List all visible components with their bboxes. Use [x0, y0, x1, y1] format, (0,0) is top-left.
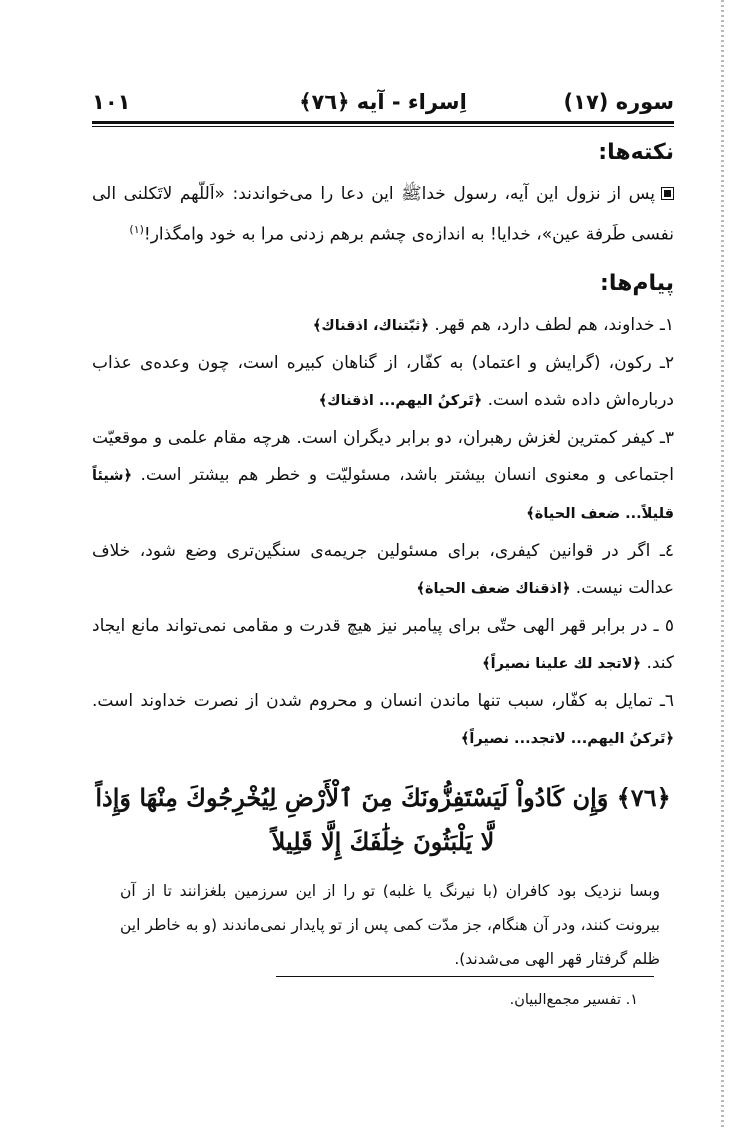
- message-item: [92, 533, 674, 608]
- notes-heading: نکته‌ها:: [598, 140, 674, 165]
- messages-heading: پیام‌ها:: [600, 270, 674, 296]
- header-rule: [92, 121, 674, 124]
- header-surah: سوره (١٧): [563, 90, 674, 114]
- message-item: [92, 420, 674, 533]
- header-rule-thin: [92, 126, 674, 127]
- message-quote: ﴿ثبّتناك، اذقناك﴾: [312, 317, 429, 334]
- message-quote: ﴿شیئاً قلیلاً... ضعف الحیاة﴾: [92, 467, 674, 522]
- note-text: پس از نزول این آیه، رسول خداﷺ این دعا را می‌خواندند: «اَللّهم لاتَکلنی الی نفسی طَرفة عین»، خدایا! به اندازه‌ی چشم برهم زدنی مرا به خود وامگذار!: [92, 184, 674, 245]
- message-text: ٦ـ تمایل به کفّار، سبب تنها ماندن انسان و محروم شدن از نصرت خداوند است.: [92, 690, 674, 711]
- message-text: ٢ـ رکون، (گرایش و اعتماد) به کفّار، از گناهان کبیره است، چون وعده‌ی عذاب درباره‌اش داده شده است.: [92, 352, 674, 410]
- message-quote: ﴿لاتجد لك علینا نصیراً﴾: [482, 655, 642, 672]
- verse-translation: وبسا نزدیک بود کافران (با نیرنگ یا غلبه) تو را از این سرزمین بلغزانند تا از آن بیرونت کنند، ودر آن هنگام، جز مدّت کمی پس از تو پایدار نمی‌ماندند (و به خاطر این ظلم گرفتار قهر الهی می‌شدند).: [120, 881, 660, 968]
- message-quote: ﴿اذقناك ضعف الحیاة﴾: [416, 580, 571, 597]
- footnote-rule: [276, 976, 654, 977]
- verse-number: ﴿٧٦﴾: [616, 782, 671, 812]
- message-item: [92, 307, 674, 345]
- header-surah-verse: اِسراء - آیه ﴿٧٦﴾: [299, 90, 467, 114]
- note-paragraph: [92, 176, 674, 253]
- message-item: [92, 608, 674, 683]
- page-content: [92, 130, 674, 976]
- message-quote: ﴿تَرکنُ الیهم... اذقناك﴾: [318, 392, 483, 409]
- message-text: ٣ـ کیفر کمترین لغزش رهبران، دو برابر دیگران است. هرچه مقام علمی و موقعیّت اجتماعی و معنوی انسان بیشتر باشد، مسئولیّت و خطر هم بیشتر است.: [92, 427, 674, 485]
- quran-verse: [92, 776, 674, 864]
- message-quote: ﴿تَرکنُ الیهم... لاتجد... نصیراً﴾: [460, 730, 674, 747]
- page-number: ١٠١: [92, 90, 131, 114]
- page-edge-decoration: [721, 0, 724, 1128]
- message-item: [92, 345, 674, 420]
- message-text: ٤ـ اگر در قوانین کیفری، برای مسئولین جریمه‌ی سنگین‌تری وضع شود، خلاف عدالت نیست.: [92, 540, 674, 598]
- page-header: [92, 84, 674, 120]
- message-text: ٥ ـ در برابر قهر الهی حتّی برای پیامبر نیز هیچ قدرت و مقامی نمی‌تواند مانع ایجاد کند.: [92, 615, 674, 673]
- square-bullet-icon: [661, 187, 674, 200]
- footnote: ١. تفسیر مجمع‌البیان.: [509, 992, 638, 1008]
- footnote-ref: (١): [129, 223, 144, 236]
- message-text: ١ـ خداوند، هم لطف دارد، هم قهر.: [434, 314, 674, 335]
- message-item: [92, 683, 674, 758]
- verse-text: وَإِن كَادُواْ لَيَسْتَفِزُّونَكَ مِنَ ٱلْأَرْضِ لِيُخْرِجُوكَ مِنْهَا وَإِذاً لَّا يَلْبَثُونَ خِلَٰفَكَ إِلَّا قَلِيلاً: [95, 782, 609, 856]
